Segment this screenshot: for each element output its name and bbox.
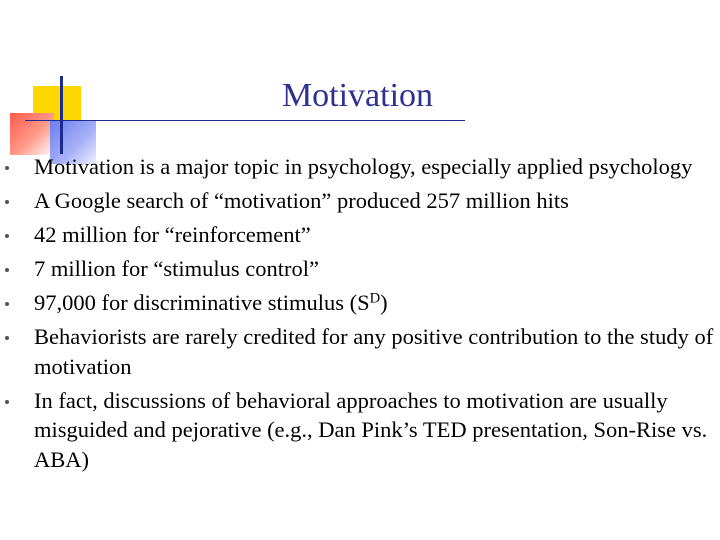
bullet-text: Motivation is a major topic in psychology, especially applied psychology [34,154,693,179]
bullet-item [0,288,720,318]
bullet-item [0,386,720,475]
bullet-icon [5,302,9,306]
slide-title: Motivation [281,77,434,114]
bullet-icon [5,268,9,272]
bullet-text-before: 97,000 for discriminative stimulus (S [34,290,370,315]
bullet-text: In fact, discussions of behavioral approaches to motivation are usually misguided and pejorative (e.g., Dan Pink’s TED presentation, Son-Rise vs. ABA) [34,387,708,472]
bullet-icon [5,166,9,170]
bullet-icon [5,400,9,404]
title-underline-rule [25,120,465,121]
bullet-text-after: ) [380,290,388,315]
superscript-d: D [369,290,381,307]
bullet-item [0,254,720,284]
bullet-icon [5,336,9,340]
bullet-icon [5,234,9,238]
bullet-text: Behaviorists are rarely credited for any positive contribution to the study of motivation [34,324,714,379]
bullet-item [0,152,720,182]
bullet-item [0,220,720,250]
logo-vertical-rule [60,76,63,154]
bullet-list [0,152,720,479]
bullet-text: 7 million for “stimulus control” [34,256,319,281]
bullet-text: A Google search of “motivation” produced 257 million hits [34,188,569,213]
bullet-item [0,186,720,216]
bullet-item [0,322,720,381]
bullet-text: 42 million for “reinforcement” [34,222,311,247]
bullet-icon [5,200,9,204]
